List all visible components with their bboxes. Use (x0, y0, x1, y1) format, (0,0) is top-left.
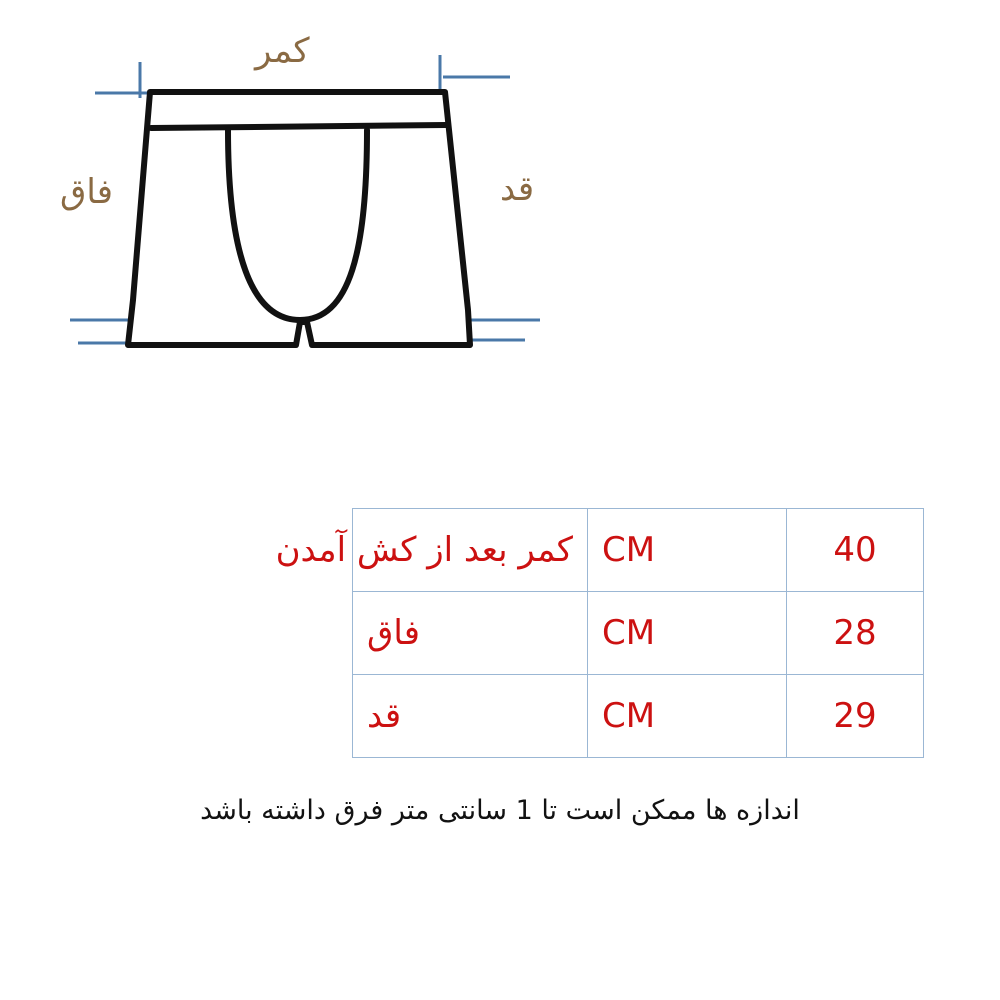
row-name: قد (353, 675, 588, 758)
label-length: قد (500, 169, 535, 209)
row-name: کمر بعد از کش آمدن (353, 509, 588, 592)
tolerance-note: اندازه ها ممکن است تا 1 سانتی متر فرق داشته باشد (200, 795, 800, 826)
measurement-diagram (0, 0, 1000, 480)
row-unit: CM (588, 509, 787, 592)
table-row (353, 509, 924, 592)
row-unit: CM (588, 675, 787, 758)
boxer-briefs-drawing (0, 0, 1000, 480)
row-unit: CM (588, 592, 787, 675)
row-value: 28 (787, 592, 924, 675)
label-rise: فاق (60, 172, 113, 212)
garment-outline (128, 92, 470, 345)
row-value: 40 (787, 509, 924, 592)
table-row (353, 592, 924, 675)
table-row (353, 675, 924, 758)
size-table (275, 508, 924, 758)
row-value: 29 (787, 675, 924, 758)
label-waist: کمر (255, 31, 310, 71)
row-name: فاق (353, 592, 588, 675)
